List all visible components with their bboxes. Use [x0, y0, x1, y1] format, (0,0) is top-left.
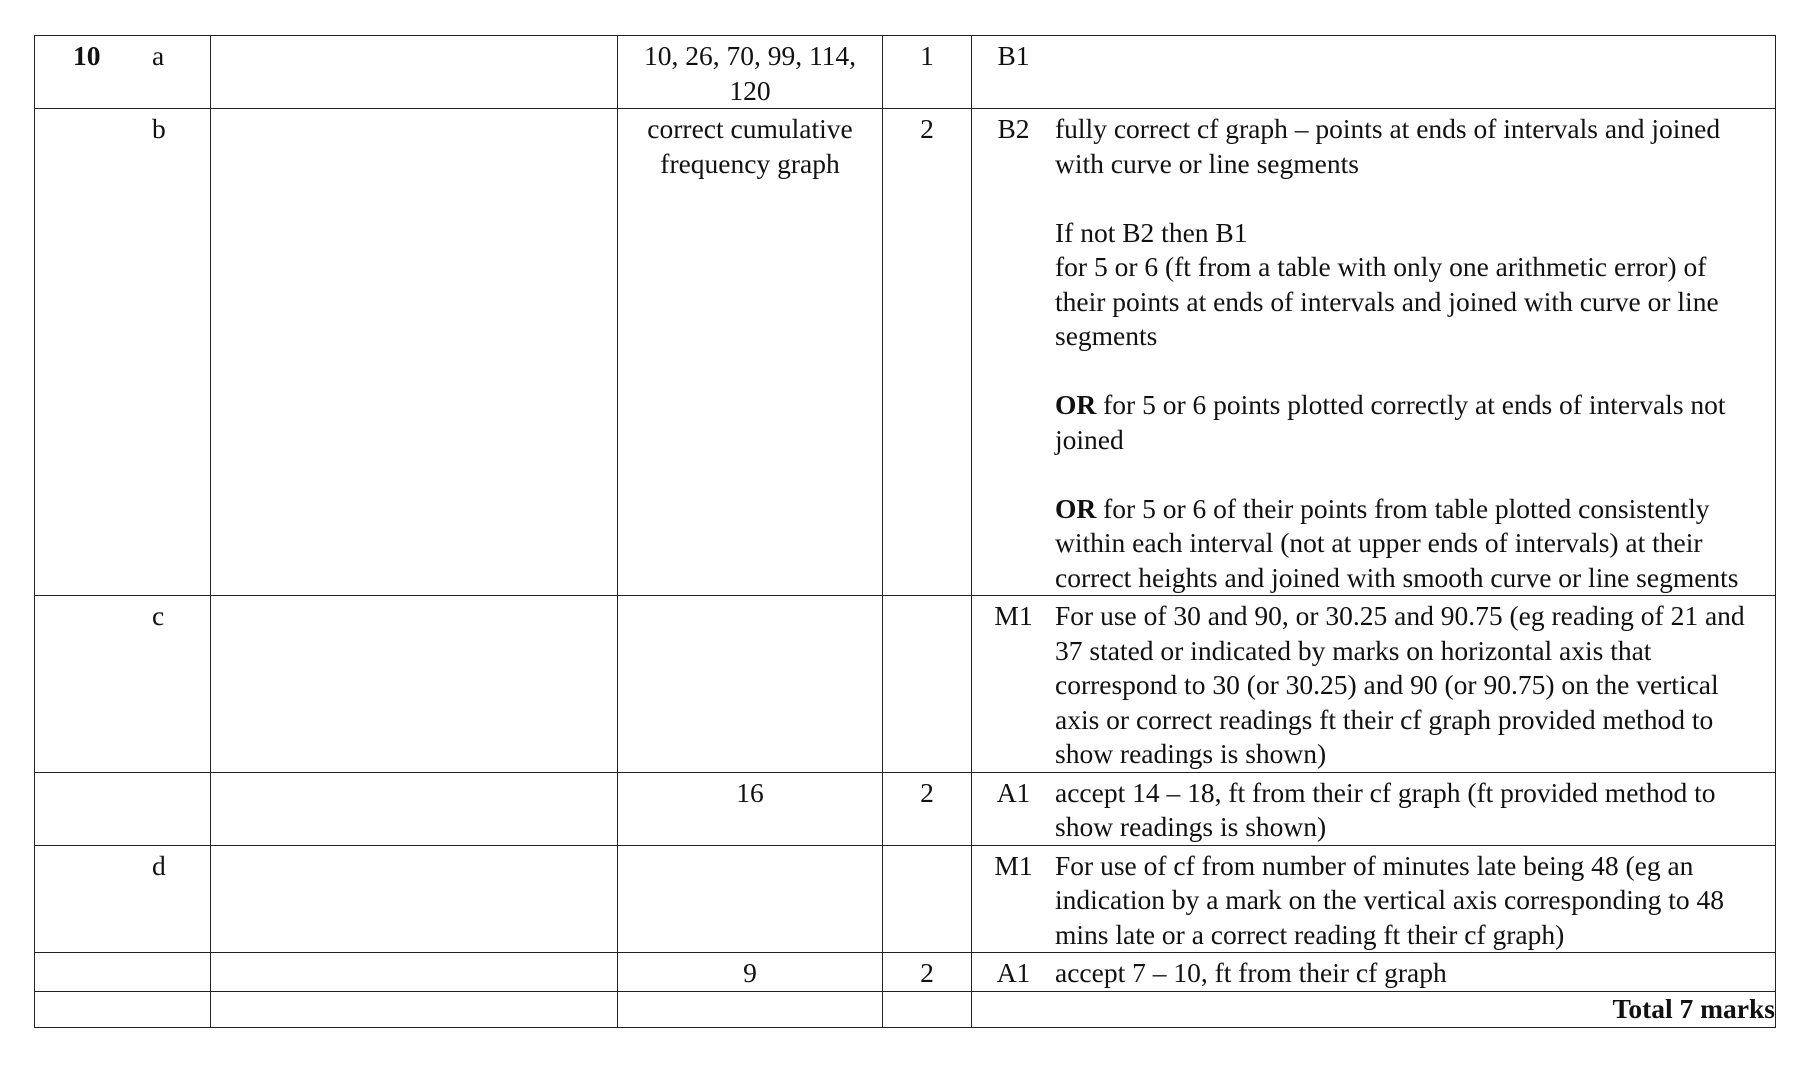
mark-cell: 2: [883, 953, 972, 992]
answer-cell: 9: [618, 953, 883, 992]
total-row: [35, 991, 1776, 1027]
mark-cell: 1: [883, 36, 972, 109]
working-cell: [211, 845, 618, 953]
notes-cell: [972, 109, 1776, 596]
notes-cell: [972, 596, 1776, 773]
mark-scheme-rows: [35, 36, 1776, 992]
answer-cell: 10, 26, 70, 99, 114, 120: [618, 36, 883, 109]
guidance-text: For use of cf from number of minutes late being 48 (eg an indication by a mark on the vertical axis corresponding to 48 mins late or a correct reading ft their cf graph): [1055, 849, 1724, 950]
empty-cell: [618, 991, 883, 1027]
question-part: a: [152, 40, 165, 71]
mark-code: A1: [996, 776, 1031, 808]
mark-code: A1: [996, 957, 1031, 988]
notes-cell: [972, 953, 1776, 992]
question-cell: [35, 953, 211, 992]
guidance-text: accept 7 – 10, ft from their cf graph: [1055, 957, 1447, 988]
guidance-paragraph: [1055, 849, 1763, 953]
guidance-text: for 5 or 6 of their points from table plotted consistently within each interval (not at upper ends of intervals) at their correct heights and joined with smooth curve or line segments: [1055, 492, 1739, 593]
mark-cell: 2: [883, 109, 972, 596]
question-cell: [35, 596, 211, 773]
guidance-notes: [1055, 776, 1763, 845]
total-marks: Total 7 marks: [972, 991, 1776, 1027]
mark-cell: [883, 845, 972, 953]
guidance-notes: [1055, 956, 1763, 991]
question-cell: [35, 772, 211, 845]
empty-cell: [35, 991, 211, 1027]
mark-scheme-table: [34, 35, 1776, 1028]
mark-cell: 2: [883, 772, 972, 845]
guidance-text: accept 14 – 18, ft from their cf graph (ft provided method to show readings is shown): [1055, 776, 1716, 842]
guidance-text: for 5 or 6 points plotted correctly at ends of intervals not joined: [1055, 389, 1726, 455]
guidance-paragraph: [1055, 599, 1763, 772]
mark-scheme-row: [35, 845, 1776, 953]
answer-cell: [618, 845, 883, 953]
answer-cell: [618, 596, 883, 773]
question-part: d: [152, 849, 166, 881]
or-label: OR: [1055, 389, 1097, 420]
or-label: OR: [1055, 492, 1097, 524]
guidance-text: fully correct cf graph – points at ends of intervals and joined with curve or line segments: [1055, 113, 1721, 179]
working-cell: [211, 772, 618, 845]
mark-code: B2: [997, 113, 1030, 144]
guidance-notes: [1055, 112, 1763, 595]
notes-cell: [972, 772, 1776, 845]
guidance-paragraph: [1055, 216, 1763, 354]
guidance-notes: [1055, 849, 1763, 953]
working-cell: [211, 109, 618, 596]
answer-cell: correct cumulative frequency graph: [618, 109, 883, 596]
working-cell: [211, 36, 618, 109]
question-number: 10: [73, 40, 101, 71]
question-part: c: [152, 600, 165, 631]
guidance-paragraph: [1055, 388, 1763, 457]
empty-cell: [883, 991, 972, 1027]
mark-code: M1: [994, 600, 1033, 631]
mark-code: B1: [997, 40, 1030, 71]
empty-cell: [211, 991, 618, 1027]
mark-scheme-row: [35, 36, 1776, 109]
guidance-paragraph: [1055, 776, 1763, 845]
question-cell: [35, 36, 211, 109]
mark-code: M1: [994, 849, 1033, 881]
mark-scheme-row: [35, 953, 1776, 992]
mark-scheme-row: [35, 772, 1776, 845]
question-part: b: [152, 113, 166, 144]
mark-scheme-row: [35, 596, 1776, 773]
guidance-text: For use of 30 and 90, or 30.25 and 90.75 (eg reading of 21 and 37 stated or indicated by marks on horizontal axis that correspond to 30 (or 30.25) and 90 (or 90.75) on the vertical axis or correct readings ft their cf graph provided method to show readings is shown): [1055, 600, 1745, 769]
guidance-paragraph: [1055, 956, 1763, 991]
guidance-paragraph: [1055, 492, 1763, 596]
answer-cell: 16: [618, 772, 883, 845]
notes-cell: [972, 36, 1776, 109]
mark-cell: [883, 596, 972, 773]
guidance-notes: [1055, 39, 1763, 74]
notes-cell: [972, 845, 1776, 953]
question-cell: [35, 845, 211, 953]
question-cell: [35, 109, 211, 596]
guidance-text: If not B2 then B1 for 5 or 6 (ft from a table with only one arithmetic error) of their points at ends of intervals and joined with curve or line segments: [1055, 216, 1719, 351]
guidance-notes: [1055, 599, 1763, 772]
guidance-paragraph: [1055, 112, 1763, 181]
mark-scheme-row: [35, 109, 1776, 596]
working-cell: [211, 596, 618, 773]
working-cell: [211, 953, 618, 992]
